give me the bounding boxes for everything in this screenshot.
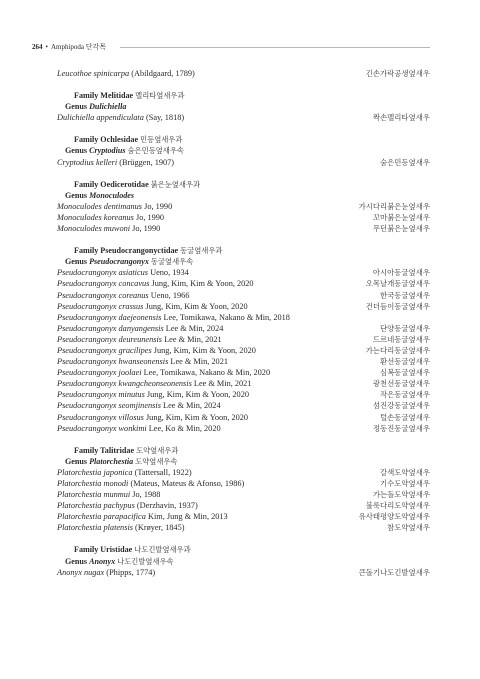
species-author: Lee, Tomikawa, Nakano & Min, 2020 xyxy=(141,368,271,378)
species-checklist xyxy=(57,68,430,578)
family-name: Family Talitridae xyxy=(74,445,135,455)
species-scientific xyxy=(57,423,221,434)
species-name: Platorchestia parapacifica xyxy=(57,512,146,522)
species-scientific xyxy=(57,312,290,323)
species-row xyxy=(57,312,430,323)
species-row xyxy=(57,389,430,400)
species-korean-name: 심복동굴옆새우 xyxy=(380,368,430,378)
species-row xyxy=(57,356,430,367)
species-author: Jo, 1990 xyxy=(130,224,161,234)
block-spacer xyxy=(57,533,430,544)
species-name: Anonyx nugax xyxy=(57,567,105,577)
species-name: Platorchestia munmui xyxy=(57,490,131,500)
species-korean-name: 오목날개동굴옆새우 xyxy=(365,279,430,289)
species-row xyxy=(57,423,430,434)
block-spacer xyxy=(57,79,430,90)
species-name: Pseudocrangonyx daejeonensis xyxy=(57,312,162,322)
genus-korean-name: 나도긴발옆새우속 xyxy=(117,556,174,566)
species-author: Jung, Kim, Kim & Yoon, 2020 xyxy=(143,301,248,311)
family-name: Family Melitidae xyxy=(74,91,134,101)
species-row xyxy=(57,467,430,478)
species-author: Jo, 1990 xyxy=(133,212,165,222)
running-header xyxy=(32,41,430,53)
species-korean-name: 작은동굴옆새우 xyxy=(380,390,430,400)
species-korean-name: 갈색도약옆새우 xyxy=(380,467,430,477)
species-korean-name: 드르네동굴옆새우 xyxy=(372,334,430,344)
species-row xyxy=(57,301,430,312)
species-row xyxy=(57,511,430,522)
family-korean-name: 멜리타옆새우과 xyxy=(135,91,185,101)
species-name: Pseudocrangonyx seomjinensis xyxy=(57,401,161,411)
species-name: Pseudocrangonyx danyangensis xyxy=(57,323,164,333)
species-name: Pseudocrangonyx joolaei xyxy=(57,368,142,378)
genus-name: Cryptodius xyxy=(89,146,126,156)
species-scientific xyxy=(57,112,184,123)
species-row xyxy=(57,223,430,234)
species-korean-name: 유사태평양도약옆새우 xyxy=(358,512,430,522)
species-korean-name: 무던붉은눈옆새우 xyxy=(372,224,430,234)
genus-heading xyxy=(57,101,430,112)
species-row xyxy=(57,112,430,123)
running-title: Amphipoda 단각목 xyxy=(50,43,107,51)
genus-label: Genus xyxy=(65,190,90,200)
species-scientific xyxy=(57,345,256,356)
species-author: Jo, 1990 xyxy=(142,201,173,211)
family-heading xyxy=(57,179,430,190)
species-row xyxy=(57,478,430,489)
family-korean-name: 민등옆새우과 xyxy=(140,135,183,145)
genus-label: Genus xyxy=(65,146,90,156)
family-heading xyxy=(57,134,430,145)
genus-korean-name: 숨은민등옆새우속 xyxy=(127,146,184,156)
species-name: Pseudocrangonyx gracilipes xyxy=(57,345,152,355)
family-korean-name: 동굴옆새우과 xyxy=(180,246,223,256)
species-row xyxy=(57,500,430,511)
species-row xyxy=(57,68,430,79)
species-author: Lee, Ko & Min, 2020 xyxy=(146,423,221,433)
species-row xyxy=(57,157,430,168)
species-scientific xyxy=(57,278,254,289)
genus-name: Dulichiella xyxy=(89,102,127,112)
header-rule xyxy=(120,47,430,48)
family-heading xyxy=(57,90,430,101)
genus-name: Pseudocrangonyx xyxy=(89,257,149,267)
family-korean-name: 붉은눈옆새우과 xyxy=(150,179,201,189)
species-author: Jo, 1988 xyxy=(130,490,161,500)
genus-heading xyxy=(57,256,430,267)
family-heading xyxy=(57,544,430,555)
species-name: Pseudocrangonyx kwangcheonseonensis xyxy=(57,379,192,389)
species-author: (Say, 1818) xyxy=(143,113,185,123)
species-korean-name: 털손동굴옆새우 xyxy=(380,412,430,422)
genus-heading xyxy=(57,556,430,567)
genus-label: Genus xyxy=(65,556,90,566)
genus-heading xyxy=(57,145,430,156)
species-name: Monoculodes koreanus xyxy=(57,212,134,222)
species-scientific xyxy=(57,68,195,79)
species-korean-name: 한국동굴옆새우 xyxy=(380,290,430,300)
species-scientific xyxy=(57,223,160,234)
genus-label: Genus xyxy=(65,102,90,112)
species-name: Dulichiella appendiculata xyxy=(57,113,144,123)
species-scientific xyxy=(57,400,221,411)
species-scientific xyxy=(57,489,160,500)
family-korean-name: 도약옆새우과 xyxy=(136,445,179,455)
species-name: Pseudocrangonyx concavus xyxy=(57,279,150,289)
species-scientific xyxy=(57,367,270,378)
genus-name: Platorchestia xyxy=(89,456,134,466)
species-name: Platorchestia monodi xyxy=(57,479,129,488)
species-author: (Tattersall, 1922) xyxy=(132,467,192,477)
genus-korean-name: 동굴옆새우속 xyxy=(150,257,194,267)
species-name: Pseudocrangonyx minutus xyxy=(57,390,145,400)
species-author: (Abildgaard, 1789) xyxy=(129,69,195,78)
species-row xyxy=(57,400,430,411)
genus-heading xyxy=(57,190,430,201)
species-author: (Derzhavin, 1937) xyxy=(134,501,198,511)
family-heading xyxy=(57,245,430,256)
species-scientific xyxy=(57,356,228,367)
species-row xyxy=(57,567,430,578)
species-name: Cryptodius kelleri xyxy=(57,157,118,167)
species-korean-name: 가는돌도약옆새우 xyxy=(372,490,430,500)
species-korean-name: 큰돌기나도긴발옆새우 xyxy=(358,567,430,577)
species-name: Platorchestia platensis xyxy=(57,523,133,533)
species-row xyxy=(57,345,430,356)
block-spacer xyxy=(57,123,430,134)
species-row xyxy=(57,334,430,345)
species-row xyxy=(57,378,430,389)
species-name: Pseudocrangonyx villosus xyxy=(57,412,144,422)
species-scientific xyxy=(57,201,172,212)
species-korean-name: 가는다리동굴옆새우 xyxy=(365,345,430,355)
species-korean-name: 섬진강동굴옆새우 xyxy=(372,401,430,411)
block-spacer xyxy=(57,234,430,245)
species-author: (Phipps, 1774) xyxy=(104,567,156,577)
species-korean-name: 가시다리붉은눈옆새우 xyxy=(358,201,430,211)
species-name: Platorchestia japonica xyxy=(57,467,133,477)
species-scientific xyxy=(57,478,244,489)
species-scientific xyxy=(57,511,228,522)
species-korean-name: 짝손멜리타옆새우 xyxy=(372,113,430,123)
species-korean-name: 환선동굴옆새우 xyxy=(380,357,430,367)
species-row xyxy=(57,323,430,334)
block-spacer xyxy=(57,434,430,445)
species-name: Pseudocrangonyx asiaticus xyxy=(57,268,149,278)
species-korean-name: 꼬마붉은눈옆새우 xyxy=(372,212,430,222)
species-scientific xyxy=(57,567,155,578)
genus-heading xyxy=(57,456,430,467)
genus-label: Genus xyxy=(65,456,90,466)
species-scientific xyxy=(57,323,223,334)
species-row xyxy=(57,212,430,223)
species-author: Kim, Jung & Min, 2013 xyxy=(145,512,228,522)
species-row xyxy=(57,489,430,500)
species-scientific xyxy=(57,290,189,301)
species-row xyxy=(57,278,430,289)
genus-name: Monoculodes xyxy=(89,190,135,200)
species-scientific xyxy=(57,378,251,389)
species-author: Jung, Kim, Kim & Yoon, 2020 xyxy=(143,412,249,422)
species-author: (Krøyer, 1845) xyxy=(132,523,185,533)
family-korean-name: 나도긴발옆새우과 xyxy=(134,545,191,555)
species-author: Lee & Min, 2024 xyxy=(163,323,224,333)
family-name: Family Pseudocrangonyctidae xyxy=(74,246,179,256)
species-author: Lee & Min, 2021 xyxy=(162,334,222,344)
species-author: (Mateus, Mateus & Afonso, 1986) xyxy=(128,479,245,488)
species-author: Lee & Min, 2021 xyxy=(168,357,228,367)
species-scientific xyxy=(57,522,185,533)
species-author: Jung, Kim, Kim & Yoon, 2020 xyxy=(151,345,256,355)
species-row xyxy=(57,201,430,212)
species-author: Lee & Min, 2024 xyxy=(160,401,221,411)
species-korean-name: 불룩다리도약옆새우 xyxy=(365,501,430,511)
species-scientific xyxy=(57,212,164,223)
species-scientific xyxy=(57,500,198,511)
genus-name: Anonyx xyxy=(89,556,116,566)
species-name: Monoculodes muwoni xyxy=(57,224,131,234)
species-scientific xyxy=(57,267,189,278)
species-name: Pseudocrangonyx coreanus xyxy=(57,290,149,300)
family-name: Family Uristidae xyxy=(74,545,133,555)
species-author: Lee & Min, 2021 xyxy=(191,379,252,389)
species-korean-name: 건더듬이동굴옆새우 xyxy=(365,301,430,311)
species-author: (Brüggen, 1907) xyxy=(117,157,175,167)
species-row xyxy=(57,290,430,301)
block-spacer xyxy=(57,168,430,179)
species-scientific xyxy=(57,467,192,478)
species-korean-name: 아시아동굴옆새우 xyxy=(372,268,430,278)
species-author: Jung, Kim, Kim & Yoon, 2020 xyxy=(149,279,254,289)
species-author: Ueno, 1966 xyxy=(148,290,190,300)
species-korean-name: 기수도약옆새우 xyxy=(380,479,430,488)
species-row xyxy=(57,412,430,423)
species-name: Monoculodes dentimanus xyxy=(57,201,143,211)
genus-label: Genus xyxy=(65,257,90,267)
species-scientific xyxy=(57,389,249,400)
species-korean-name: 숨은민등옆새우 xyxy=(380,157,430,167)
species-row xyxy=(57,367,430,378)
species-korean-name: 정동진동굴옆새우 xyxy=(372,423,430,433)
species-name: Pseudocrangonyx hwanseonensis xyxy=(57,357,169,367)
species-scientific xyxy=(57,301,248,312)
species-name: Pseudocrangonyx crassus xyxy=(57,301,144,311)
species-scientific xyxy=(57,157,174,168)
species-row xyxy=(57,522,430,533)
species-row xyxy=(57,267,430,278)
genus-korean-name: 도약옆새우속 xyxy=(135,456,178,466)
family-heading xyxy=(57,445,430,456)
page-number: 264 xyxy=(32,43,43,51)
species-author: Jung, Kim, Kim & Yoon, 2020 xyxy=(144,390,249,400)
species-korean-name: 긴손가락공생옆새우 xyxy=(365,69,430,78)
species-author: Lee, Tomikawa, Nakano & Min, 2018 xyxy=(161,312,290,322)
species-scientific xyxy=(57,412,248,423)
species-name: Pseudocrangonyx wonkimi xyxy=(57,423,147,433)
species-korean-name: 광천선동굴옆새우 xyxy=(372,379,430,389)
species-author: Ueno, 1934 xyxy=(148,268,189,278)
species-name: Leucothoe spinicarpa xyxy=(57,69,130,78)
species-name: Pseudocrangonyx deureunensis xyxy=(57,334,162,344)
family-name: Family Ochlesidae xyxy=(74,135,139,145)
species-scientific xyxy=(57,334,222,345)
species-name: Platorchestia pachypus xyxy=(57,501,135,511)
header-bullet: • xyxy=(45,43,48,51)
species-korean-name: 참도약옆새우 xyxy=(387,523,430,533)
species-korean-name: 단양동굴옆새우 xyxy=(380,323,430,333)
family-name: Family Oedicerotidae xyxy=(74,179,149,189)
